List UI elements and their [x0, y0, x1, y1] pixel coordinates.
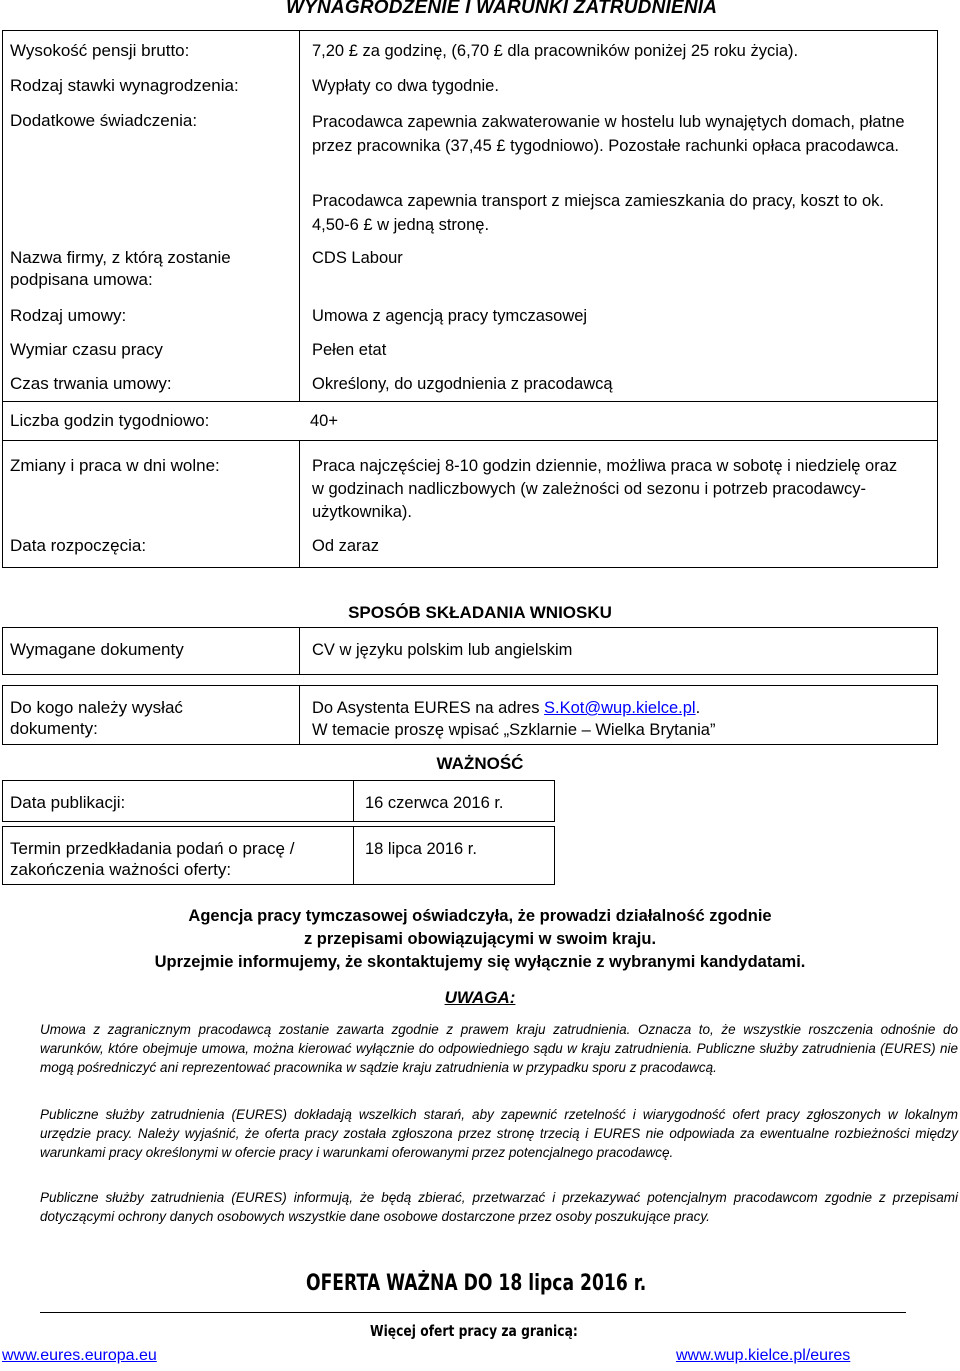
offer-valid-until: OFERTA WAŻNA DO 18 lipca 2016 r.: [306, 1271, 647, 1296]
label-publication-date: Data publikacji:: [10, 793, 126, 812]
label-benefits: Dodatkowe świadczenia:: [10, 111, 198, 130]
label-contract-type: Rodzaj umowy:: [10, 306, 127, 325]
uwaga-paragraph-1: Umowa z zagranicznym pracodawcą zostanie zawarta zgodnie z prawem kraju zatrudnienia. Oznacza to, że wszystkie roszczenia odnośnie do warunków, które obejmuje umowa, można kierować wyłącznie do odpowiedniego sądu w kraju zatrudnienia. Publiczne służby zatrudnienia (EURES) nie mogą pośredniczyć ani reprezentować pracownika w sądzie kraju zatrudnienia w przypadku sporu z pracodawcą.: [40, 1022, 958, 1075]
more-offers-label: Więcej ofert pracy za granicą:: [370, 1322, 578, 1340]
notice-line-1: Agencja pracy tymczasowej oświadczyła, że prowadzi działalność zgodnie: [188, 907, 772, 925]
value-transport: Pracodawca zapewnia transport z miejsca zamieszkania do pracy, koszt to ok. 4,50-6 £ w jedną stronę.: [312, 192, 884, 234]
label-company-name: Nazwa firmy, z którą zostanie podpisana umowa:: [10, 248, 231, 289]
send-suffix: .: [695, 699, 701, 717]
label-start-date: Data rozpoczęcia:: [10, 536, 147, 555]
value-start-date: Od zaraz: [312, 537, 379, 555]
value-weekly-hours: 40+: [310, 412, 338, 430]
eures-europa-link[interactable]: www.eures.europa.eu: [2, 1347, 157, 1364]
value-working-time: Pełen etat: [312, 341, 387, 359]
value-benefits: Pracodawca zapewnia zakwaterowanie w hostelu lub wynajętych domach, płatne przez pracownika (37,45 £ tygodniowo). Pozostałe rachunki opłaca pracodawca.: [312, 113, 905, 155]
value-shifts: Praca najczęściej 8-10 godzin dziennie, możliwa praca w sobotę i niedzielę oraz w godzinach nadliczbowych (w zależności od sezonu i potrzeb pracodawcy-użytkownika).: [312, 457, 898, 521]
wup-kielce-eures-link[interactable]: www.wup.kielce.pl/eures: [676, 1347, 851, 1364]
uwaga-paragraph-2: Publiczne służby zatrudnienia (EURES) dokładają wszelkich starań, aby zapewnić rzetelność i wiarygodność ofert pracy zgłoszonych w lokalnym urzędzie pracy. Należy wyjaśnić, że oferta pracy została zgłoszona przez stronę trzecią i EURES nie odpowiada za ewentualne rozbieżności między warunkami pracy określonymi w ofercie pracy i warunkami oferowanymi przez potencjalnego pracodawcę.: [40, 1107, 958, 1160]
email-link[interactable]: S.Kot@wup.kielce.pl: [544, 699, 696, 717]
uwaga-paragraph-3: Publiczne służby zatrudnienia (EURES) informują, że będą zbierać, przetwarzać i przekazywać potencjalnym pracodawcom zgodnie z przepisami dotyczącymi ochrony danych osobowych wszystkie dane osobowe dostarczone przez osoby poszukujące pracy.: [40, 1190, 958, 1224]
value-rate-type: Wypłaty co dwa tygodnie.: [312, 77, 499, 95]
value-gross-salary: 7,20 £ za godzinę, (6,70 £ dla pracowników poniżej 25 roku życia).: [312, 42, 799, 60]
label-working-time: Wymiar czasu pracy: [10, 340, 163, 359]
value-deadline: 18 lipca 2016 r.: [365, 840, 477, 858]
notice-line-3: Uprzejmie informujemy, że skontaktujemy się wyłącznie z wybranymi kandydatami.: [154, 953, 806, 971]
value-required-documents: CV w języku polskim lub angielskim: [312, 641, 573, 659]
section-title-application: SPOSÓB SKŁADANIA WNIOSKU: [348, 603, 612, 622]
section-title-validity: WAŻNOŚĆ: [436, 754, 524, 773]
value-contract-type: Umowa z agencją pracy tymczasowej: [312, 307, 588, 325]
uwaga-title: UWAGA:: [444, 988, 516, 1007]
send-prefix: Do Asystenta EURES na adres: [312, 699, 545, 717]
label-send-documents: Do kogo należy wysłać dokumenty:: [10, 698, 183, 738]
label-gross-salary: Wysokość pensji brutto:: [10, 41, 190, 60]
label-shifts: Zmiany i praca w dni wolne:: [10, 456, 220, 475]
section-title-salary: WYNAGRODZENIE I WARUNKI ZATRUDNIENIA: [286, 0, 718, 18]
value-company-name: CDS Labour: [312, 249, 403, 267]
notice-block: [0, 905, 960, 974]
label-rate-type: Rodzaj stawki wynagrodzenia:: [10, 76, 239, 95]
value-publication-date: 16 czerwca 2016 r.: [365, 794, 504, 812]
label-contract-duration: Czas trwania umowy:: [10, 374, 172, 393]
send-subject-instruction: W temacie proszę wpisać „Szklarnie – Wielka Brytania”: [312, 721, 716, 739]
label-deadline: Termin przedkładania podań o pracę / zakończenia ważności oferty:: [10, 839, 295, 879]
label-weekly-hours: Liczba godzin tygodniowo:: [10, 411, 210, 430]
notice-line-2: z przepisami obowiązującymi w swoim kraju.: [303, 930, 657, 948]
value-contract-duration: Określony, do uzgodnienia z pracodawcą: [312, 375, 613, 393]
label-required-documents: Wymagane dokumenty: [10, 640, 184, 659]
value-send-documents: [312, 697, 932, 741]
